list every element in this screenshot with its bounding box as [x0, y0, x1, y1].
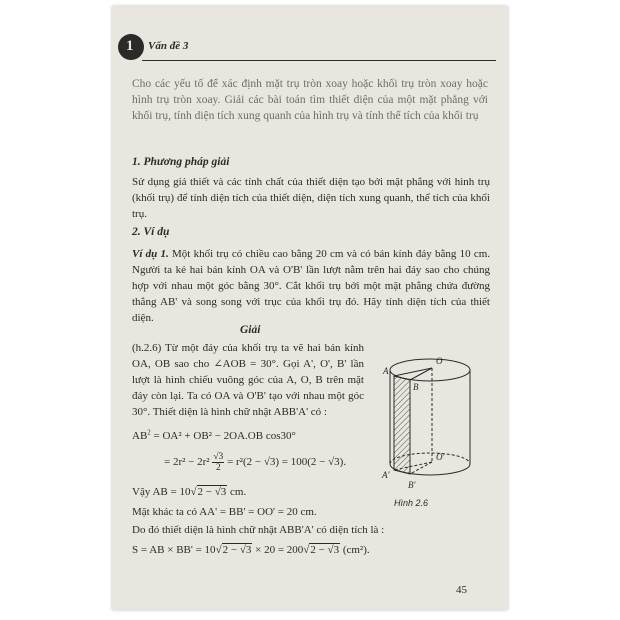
fraction-denominator: 2: [215, 463, 221, 473]
method-heading: 1. Phương pháp giải: [132, 156, 230, 168]
section-number: 1: [126, 38, 134, 54]
formula-expansion: [164, 452, 346, 473]
formula-area-c: (cm²).: [340, 544, 370, 556]
book-page: [112, 6, 508, 610]
label-a-prime: A': [382, 470, 390, 480]
example-label: Ví dụ 1.: [132, 248, 169, 260]
formula-area-radicand-1: 2 − √3: [222, 544, 252, 556]
label-a: A: [383, 366, 389, 376]
formula-expansion-b: = r²(2 − √3) = 100(2 − √3).: [227, 456, 347, 469]
example-paragraph: [132, 246, 490, 326]
formula-ab-radicand: 2 − √3: [197, 486, 227, 498]
example-heading: 2. Ví dụ: [132, 226, 170, 238]
formula-area-radicand-2: 2 − √3: [310, 544, 340, 556]
formula-ab-rhs: = OA² + OB² − 2OA.OB cos30°: [153, 430, 296, 442]
formula-area-b: × 20 = 200: [252, 544, 304, 556]
fraction-numerator: √3: [213, 452, 224, 462]
example-text: Một khối trụ có chiều cao bằng 20 cm và có bán kính đáy bằng 10 cm. Người ta kẻ hai bán kính OA và O'B' lần lượt nằm trên hai đáy sao cho chúng hợp với nhau một góc bằng 30°. Cắt khối trụ bởi một mặt phẳng chứa đường thẳng AB' và song song với trục của khối trụ đó. Hãy tính diện tích của thiết diện.: [132, 248, 491, 324]
label-b-prime: B': [408, 480, 416, 490]
label-o-prime: O': [436, 452, 445, 462]
section-header: [112, 34, 508, 64]
formula-area-a: S = AB × BB' = 10: [132, 544, 216, 556]
intro-paragraph: Cho các yếu tố để xác định mặt trụ tròn xoay hoặc khối trụ tròn xoay hoặc hình trụ tròn xoay. Giải các bài toán tìm thiết diện của một mặt phẳng với khối trụ, tính diện tích xung quanh của hình trụ và tính thể tích của khối trụ: [132, 78, 488, 122]
formula-ab-value-a: Vậy AB = 10: [132, 486, 191, 498]
cylinder-figure: [380, 348, 480, 498]
radius-oa: [394, 368, 432, 376]
method-text: Sử dụng giả thiết và các tính chất của thiết diện tạo bởi mặt phẳng với hình trụ (khối trụ) để tính diện tích của thiết diện, diện tích xung quanh, thể tích của khối trụ.: [132, 176, 490, 220]
line-heights-equal: Mặt khác ta có AA' = BB' = OO' = 20 cm.: [132, 506, 317, 518]
formula-area: S = AB × BB' = 10√2 − √3 × 20 = 200√2 − √3 (cm²).: [132, 544, 370, 556]
formula-ab-squared: $AB^2 = OA^2 + OB^2 - 2OA.OB$ cos30°: [132, 428, 296, 442]
radius-o1b1: [410, 462, 432, 474]
label-o: O: [436, 356, 443, 366]
page-number: 45: [456, 584, 467, 596]
figure-caption: Hình 2.6: [394, 498, 429, 508]
formula-ab-value-b: cm.: [227, 486, 247, 498]
section-rectangle: [394, 376, 410, 474]
formula-fraction: [212, 452, 224, 473]
formula-ab-value: Vậy AB = 10√2 − √3 cm.: [132, 486, 247, 498]
radius-ob: [410, 368, 432, 380]
solution-text: (h.2.6) Từ một đáy của khối trụ ta vẽ hai bán kính OA, OB sao cho ∠AOB = 30°. Gọi A', O', B' lần lượt là hình chiếu vuông góc của A, O, B trên mặt đáy còn lại. Ta có OA và O'B' tạo với nhau một góc 30°. Thiết diện là hình chữ nhật ABB'A' có :: [132, 342, 364, 418]
formula-ab-lhs: AB: [132, 430, 148, 442]
label-b: B: [413, 382, 419, 392]
formula-expansion-a: = 2r² − 2r²: [164, 456, 210, 469]
line-area-intro: Do đó thiết diện là hình chữ nhật ABB'A' có diện tích là :: [132, 524, 385, 536]
solution-heading: Giải: [240, 324, 261, 336]
header-rule: [142, 60, 496, 61]
section-title: Vấn đề 3: [148, 40, 189, 52]
